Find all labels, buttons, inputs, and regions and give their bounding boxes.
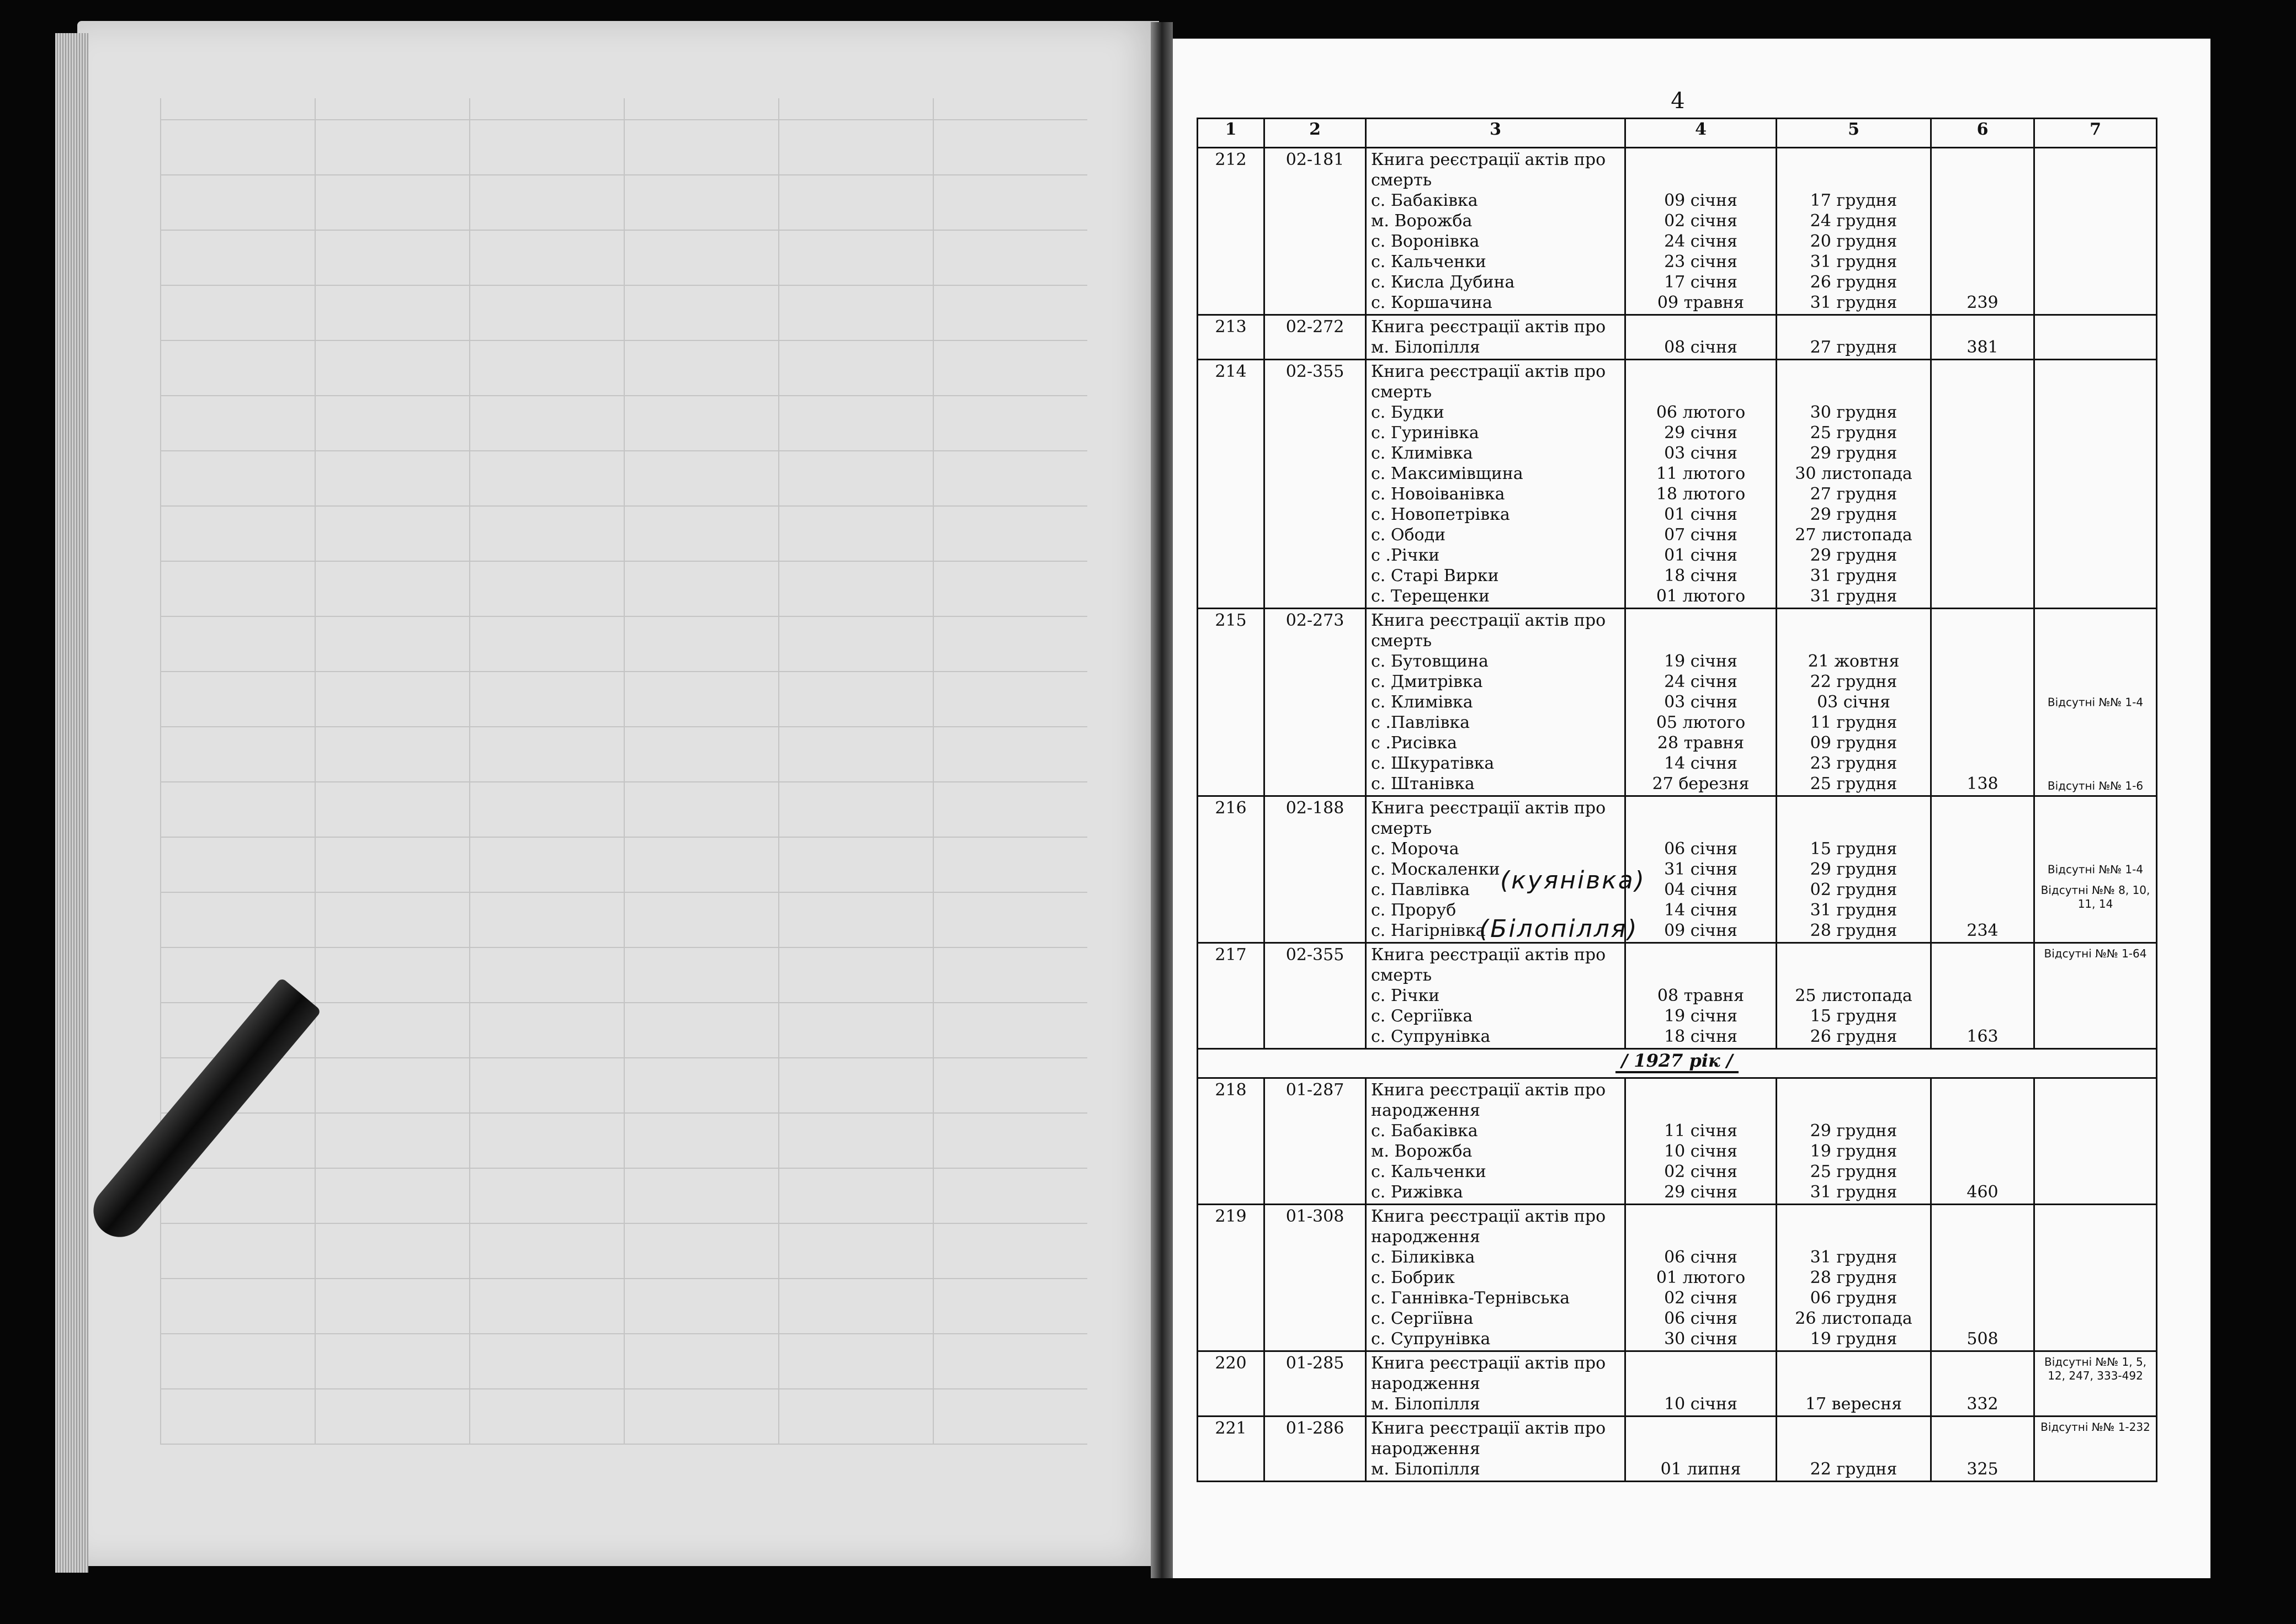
start-date: 17 січня (1664, 273, 1737, 292)
start-date: 08 травня (1657, 986, 1745, 1005)
end-date: 19 грудня (1810, 1329, 1898, 1349)
start-date: 31 січня (1664, 860, 1737, 879)
record-description-cell (1366, 315, 1625, 360)
record-code-cell (1264, 360, 1366, 609)
place-name: с. Кисла Дубина (1371, 273, 1515, 292)
place-name: с. Шкуратівка (1371, 754, 1495, 773)
end-date: 03 січня (1817, 693, 1890, 712)
record-number-cell (1198, 315, 1264, 360)
record-note-cell (2034, 148, 2157, 315)
record-note-cell (2034, 315, 2157, 360)
start-date: 09 січня (1664, 191, 1737, 210)
record-number-cell (1198, 148, 1264, 315)
end-date: 31 грудня (1810, 901, 1898, 920)
end-date-cell (1777, 796, 1931, 943)
record-description-cell (1366, 1351, 1625, 1417)
record-code-cell (1264, 1351, 1366, 1417)
place-name: с. Супрунівка (1371, 1027, 1491, 1046)
start-date: 11 січня (1664, 1121, 1737, 1141)
start-date: 06 січня (1664, 1309, 1737, 1328)
left-page-bleedthrough (160, 98, 1087, 1445)
column-header: 1 (1198, 119, 1264, 148)
record-number: 215 (1215, 611, 1247, 630)
record-description-cell (1366, 609, 1625, 796)
record-number: 218 (1215, 1080, 1247, 1100)
place-name: с. Сергіївна (1371, 1309, 1474, 1328)
place-name: м. Ворожба (1371, 1142, 1473, 1161)
record-code: 01-308 (1285, 1207, 1344, 1226)
record-number-cell (1198, 1205, 1264, 1351)
place-name: с. Терещенки (1371, 587, 1490, 606)
place-name: с. Дмитрівка (1371, 672, 1483, 691)
place-name: с .Річки (1371, 546, 1440, 565)
start-date-cell (1625, 360, 1777, 609)
place-name: с. Максимівщина (1371, 464, 1523, 483)
table-row (1198, 360, 2157, 609)
start-date: 24 січня (1664, 232, 1737, 251)
start-date-cell (1625, 796, 1777, 943)
start-date: 19 січня (1664, 1007, 1737, 1026)
start-date: 08 січня (1664, 338, 1737, 357)
start-date: 24 січня (1664, 672, 1737, 691)
record-note: Відсутні №№ 8, 10, 11, 14 (2040, 883, 2150, 910)
record-code: 02-355 (1285, 362, 1344, 381)
place-name: м. Білопілля (1371, 1460, 1480, 1479)
start-date: 01 січня (1664, 546, 1737, 565)
start-date-cell (1625, 1205, 1777, 1351)
start-date: 14 січня (1664, 901, 1737, 920)
left-page (77, 21, 1159, 1566)
end-date-cell (1777, 1205, 1931, 1351)
record-count: 332 (1967, 1394, 1999, 1414)
column-header: 4 (1625, 119, 1777, 148)
page-number: 4 (1671, 88, 1685, 114)
start-date: 23 січня (1664, 252, 1737, 271)
place-name: с. Климівка (1371, 444, 1473, 463)
record-count: 325 (1967, 1460, 1999, 1479)
start-date: 01 липня (1660, 1460, 1741, 1479)
record-note-cell (2034, 1351, 2157, 1417)
end-date: 27 грудня (1810, 484, 1898, 504)
start-date-cell (1625, 315, 1777, 360)
record-number: 220 (1215, 1354, 1247, 1373)
end-date: 15 грудня (1810, 1007, 1898, 1026)
record-count-cell (1931, 360, 2034, 609)
record-code-cell (1264, 609, 1366, 796)
end-date: 27 листопада (1795, 525, 1912, 545)
record-description-cell (1366, 148, 1625, 315)
start-date: 06 січня (1664, 1248, 1737, 1267)
record-title: Книга реєстрації актів про смерть (1371, 798, 1606, 838)
record-note-cell (2034, 1417, 2157, 1482)
record-number: 214 (1215, 362, 1247, 381)
start-date: 07 січня (1664, 525, 1737, 545)
record-number-cell (1198, 1078, 1264, 1205)
end-date: 31 грудня (1810, 1248, 1898, 1267)
column-header: 6 (1931, 119, 2034, 148)
start-date: 02 січня (1664, 1288, 1737, 1308)
record-title: Книга реєстрації актів про смерть (1371, 362, 1606, 402)
place-name: с. Павлівка (1371, 880, 1470, 899)
end-date: 29 грудня (1810, 860, 1898, 879)
start-date: 18 січня (1664, 1027, 1737, 1046)
place-name: с. Штанівка (1371, 774, 1475, 794)
record-code: 02-181 (1285, 150, 1344, 169)
record-note: Відсутні №№ 1, 5, 12, 247, 333-492 (2044, 1355, 2147, 1382)
end-date: 22 грудня (1810, 672, 1898, 691)
register-table (1197, 118, 2157, 1482)
end-date: 09 грудня (1810, 733, 1898, 753)
start-date: 10 січня (1664, 1394, 1737, 1414)
record-number-cell (1198, 1417, 1264, 1482)
end-date: 30 грудня (1810, 403, 1898, 422)
end-date: 26 грудня (1810, 273, 1898, 292)
end-date: 06 грудня (1810, 1288, 1898, 1308)
record-note: Відсутні №№ 1-6 (2047, 779, 2144, 792)
record-code: 02-355 (1285, 945, 1344, 965)
record-number-cell (1198, 1351, 1264, 1417)
end-date: 17 вересня (1805, 1394, 1902, 1414)
start-date: 14 січня (1664, 754, 1737, 773)
record-note: Відсутні №№ 1-232 (2040, 1420, 2150, 1434)
end-date-cell (1777, 1351, 1931, 1417)
end-date: 29 грудня (1810, 444, 1898, 463)
record-title: Книга реєстрації актів про народження (1371, 1080, 1606, 1120)
record-count: 163 (1967, 1027, 1999, 1046)
table-row (1198, 609, 2157, 796)
start-date: 18 лютого (1656, 484, 1746, 504)
place-name: с. Кальченки (1371, 1162, 1486, 1181)
record-count: 239 (1967, 293, 1999, 312)
column-header: 2 (1264, 119, 1366, 148)
start-date: 06 лютого (1656, 403, 1746, 422)
record-number: 212 (1215, 150, 1247, 169)
start-date-cell (1625, 609, 1777, 796)
end-date: 25 грудня (1810, 1162, 1898, 1181)
start-date: 18 січня (1664, 566, 1737, 585)
record-code-cell (1264, 1205, 1366, 1351)
place-name: с. Ганнівка-Тернівська (1371, 1288, 1570, 1308)
end-date: 28 грудня (1810, 921, 1898, 940)
end-date: 20 грудня (1810, 232, 1898, 251)
start-date: 10 січня (1664, 1142, 1737, 1161)
start-date-cell (1625, 943, 1777, 1049)
end-date: 30 листопада (1795, 464, 1912, 483)
table-row (1198, 1205, 2157, 1351)
place-name: с. Новoіванівка (1371, 484, 1505, 504)
end-date-cell (1777, 315, 1931, 360)
start-date: 01 лютого (1656, 1268, 1746, 1287)
end-date: 15 грудня (1810, 839, 1898, 859)
end-date: 25 листопада (1795, 986, 1912, 1005)
end-date: 22 грудня (1810, 1460, 1898, 1479)
place-name: с. Коршачина (1371, 293, 1492, 312)
end-date: 11 грудня (1810, 713, 1898, 732)
end-date: 19 грудня (1810, 1142, 1898, 1161)
table-row (1198, 315, 2157, 360)
end-date: 31 грудня (1810, 293, 1898, 312)
start-date: 19 січня (1664, 652, 1737, 671)
record-number: 213 (1215, 317, 1247, 337)
end-date: 25 грудня (1810, 423, 1898, 443)
start-date-cell (1625, 148, 1777, 315)
year-divider-row (1198, 1049, 2157, 1078)
record-count-cell (1931, 943, 2034, 1049)
record-number: 219 (1215, 1207, 1247, 1226)
place-name: с. Ободи (1371, 525, 1446, 545)
start-date: 02 січня (1664, 1162, 1737, 1181)
record-note-cell (2034, 360, 2157, 609)
end-date: 31 грудня (1810, 252, 1898, 271)
end-date: 29 грудня (1810, 546, 1898, 565)
year-divider: / 1927 рік / (1615, 1051, 1738, 1073)
place-name: м. Білопілля (1371, 1394, 1480, 1414)
end-date: 24 грудня (1810, 211, 1898, 231)
handwritten-annotation: (куянівка) (1500, 866, 1646, 894)
record-count: 381 (1967, 338, 1999, 357)
record-count-cell (1931, 609, 2034, 796)
record-note: Відсутні №№ 1-4 (2047, 862, 2144, 876)
end-date-cell (1777, 1078, 1931, 1205)
record-title: Книга реєстрації актів про народження (1371, 1207, 1606, 1247)
place-name: с .Павлівка (1371, 713, 1470, 732)
start-date: 11 лютого (1656, 464, 1746, 483)
start-date: 01 січня (1664, 505, 1737, 524)
place-name: с. Бутовщина (1371, 652, 1489, 671)
start-date: 04 січня (1664, 880, 1737, 899)
start-date: 29 січня (1664, 423, 1737, 443)
record-count-cell (1931, 315, 2034, 360)
start-date: 09 травня (1657, 293, 1745, 312)
record-code-cell (1264, 796, 1366, 943)
end-date: 29 грудня (1810, 505, 1898, 524)
start-date: 01 лютого (1656, 587, 1746, 606)
record-title: Книга реєстрації актів про народження (1371, 1354, 1606, 1393)
record-number: 217 (1215, 945, 1247, 965)
record-code: 01-287 (1285, 1080, 1344, 1100)
end-date: 28 грудня (1810, 1268, 1898, 1287)
record-code-cell (1264, 148, 1366, 315)
record-title: Книга реєстрації актів про народження (1371, 1419, 1606, 1458)
record-title: Книга реєстрації актів про (1371, 317, 1606, 337)
end-date-cell (1777, 943, 1931, 1049)
record-title: Книга реєстрації актів про смерть (1371, 611, 1606, 651)
record-code-cell (1264, 315, 1366, 360)
record-note-cell (2034, 1078, 2157, 1205)
record-number-cell (1198, 796, 1264, 943)
header-row (1198, 119, 2157, 148)
end-date-cell (1777, 148, 1931, 315)
record-code: 01-285 (1285, 1354, 1344, 1373)
record-count-cell (1931, 796, 2034, 943)
record-title: Книга реєстрації актів про смерть (1371, 150, 1606, 190)
column-header: 7 (2034, 119, 2157, 148)
record-number: 216 (1215, 798, 1247, 818)
place-name: с. Супрунівка (1371, 1329, 1491, 1349)
start-date: 27 березня (1652, 774, 1750, 794)
book-gutter (1151, 22, 1173, 1578)
place-name: с. Сергіївка (1371, 1007, 1473, 1026)
place-name: с. Рижівка (1371, 1183, 1463, 1202)
record-count-cell (1931, 1205, 2034, 1351)
place-name: с. Климівка (1371, 693, 1473, 712)
record-description-cell (1366, 943, 1625, 1049)
record-note-cell (2034, 1205, 2157, 1351)
start-date: 09 січня (1664, 921, 1737, 940)
place-name: с. Нагірнівка (1371, 921, 1486, 940)
place-name: с. Бабаківка (1371, 191, 1478, 210)
record-code-cell (1264, 943, 1366, 1049)
place-name: с. Проруб (1371, 901, 1457, 920)
record-note-cell (2034, 609, 2157, 796)
place-name: с. Бабаківка (1371, 1121, 1478, 1141)
place-name: с. Новопетрівка (1371, 505, 1510, 524)
end-date: 17 грудня (1810, 191, 1898, 210)
end-date: 21 жовтня (1808, 652, 1900, 671)
record-code: 02-188 (1285, 798, 1344, 818)
start-date: 05 лютого (1656, 713, 1746, 732)
record-title: Книга реєстрації актів про смерть (1371, 945, 1606, 985)
column-header: 5 (1777, 119, 1931, 148)
record-count-cell (1931, 1351, 2034, 1417)
start-date-cell (1625, 1078, 1777, 1205)
record-note: Відсутні №№ 1-64 (2044, 947, 2147, 960)
start-date: 03 січня (1664, 693, 1737, 712)
end-date: 27 грудня (1810, 338, 1898, 357)
record-count-cell (1931, 1078, 2034, 1205)
record-description-cell (1366, 1078, 1625, 1205)
record-number: 221 (1215, 1419, 1247, 1438)
end-date: 31 грудня (1810, 587, 1898, 606)
record-note: Відсутні №№ 1-4 (2047, 695, 2144, 709)
place-name: м. Білопілля (1371, 338, 1480, 357)
start-date: 30 січня (1664, 1329, 1737, 1349)
record-code-cell (1264, 1078, 1366, 1205)
record-number-cell (1198, 360, 1264, 609)
place-name: с. Біликівка (1371, 1248, 1475, 1267)
record-description-cell (1366, 360, 1625, 609)
start-date-cell (1625, 1351, 1777, 1417)
page-stack-edge (55, 33, 88, 1573)
start-date-cell (1625, 1417, 1777, 1482)
record-count: 234 (1967, 921, 1999, 940)
end-date: 02 грудня (1810, 880, 1898, 899)
place-name: м. Ворожба (1371, 211, 1473, 231)
record-number-cell (1198, 943, 1264, 1049)
record-note-cell (2034, 796, 2157, 943)
place-name: с. Москаленки (1371, 860, 1500, 879)
table-row (1198, 796, 2157, 943)
end-date: 31 грудня (1810, 566, 1898, 585)
end-date: 23 грудня (1810, 754, 1898, 773)
record-number-cell (1198, 609, 1264, 796)
record-code: 01-286 (1285, 1419, 1344, 1438)
record-note-cell (2034, 943, 2157, 1049)
record-count: 508 (1967, 1329, 1999, 1349)
record-count-cell (1931, 1417, 2034, 1482)
record-count-cell (1931, 148, 2034, 315)
start-date: 02 січня (1664, 211, 1737, 231)
place-name: с. Воронівка (1371, 232, 1480, 251)
place-name: с. Старі Вирки (1371, 566, 1499, 585)
start-date: 03 січня (1664, 444, 1737, 463)
record-code: 02-272 (1285, 317, 1344, 337)
record-description-cell (1366, 1205, 1625, 1351)
table-row (1198, 1351, 2157, 1417)
end-date: 29 грудня (1810, 1121, 1898, 1141)
end-date: 25 грудня (1810, 774, 1898, 794)
record-count: 138 (1967, 774, 1999, 794)
start-date: 06 січня (1664, 839, 1737, 859)
table-row (1198, 1417, 2157, 1482)
table-row (1198, 943, 2157, 1049)
end-date-cell (1777, 1417, 1931, 1482)
end-date: 26 листопада (1795, 1309, 1912, 1328)
end-date: 31 грудня (1810, 1183, 1898, 1202)
start-date: 28 травня (1657, 733, 1745, 753)
table-row (1198, 1078, 2157, 1205)
place-name: с. Річки (1371, 986, 1440, 1005)
place-name: с. Бобрик (1371, 1268, 1455, 1287)
place-name: с. Гуринівка (1371, 423, 1479, 443)
end-date-cell (1777, 360, 1931, 609)
start-date: 29 січня (1664, 1183, 1737, 1202)
place-name: с .Рисівка (1371, 733, 1457, 753)
place-name: с. Кальченки (1371, 252, 1486, 271)
place-name: с. Будки (1371, 403, 1444, 422)
end-date: 26 грудня (1810, 1027, 1898, 1046)
handwritten-annotation: (Білопілля) (1479, 915, 1639, 943)
place-name: с. Мороча (1371, 839, 1459, 859)
record-count: 460 (1967, 1183, 1999, 1202)
record-code-cell (1264, 1417, 1366, 1482)
record-code: 02-273 (1285, 611, 1344, 630)
record-description-cell (1366, 1417, 1625, 1482)
end-date-cell (1777, 609, 1931, 796)
table-row (1198, 148, 2157, 315)
column-header: 3 (1366, 119, 1625, 148)
